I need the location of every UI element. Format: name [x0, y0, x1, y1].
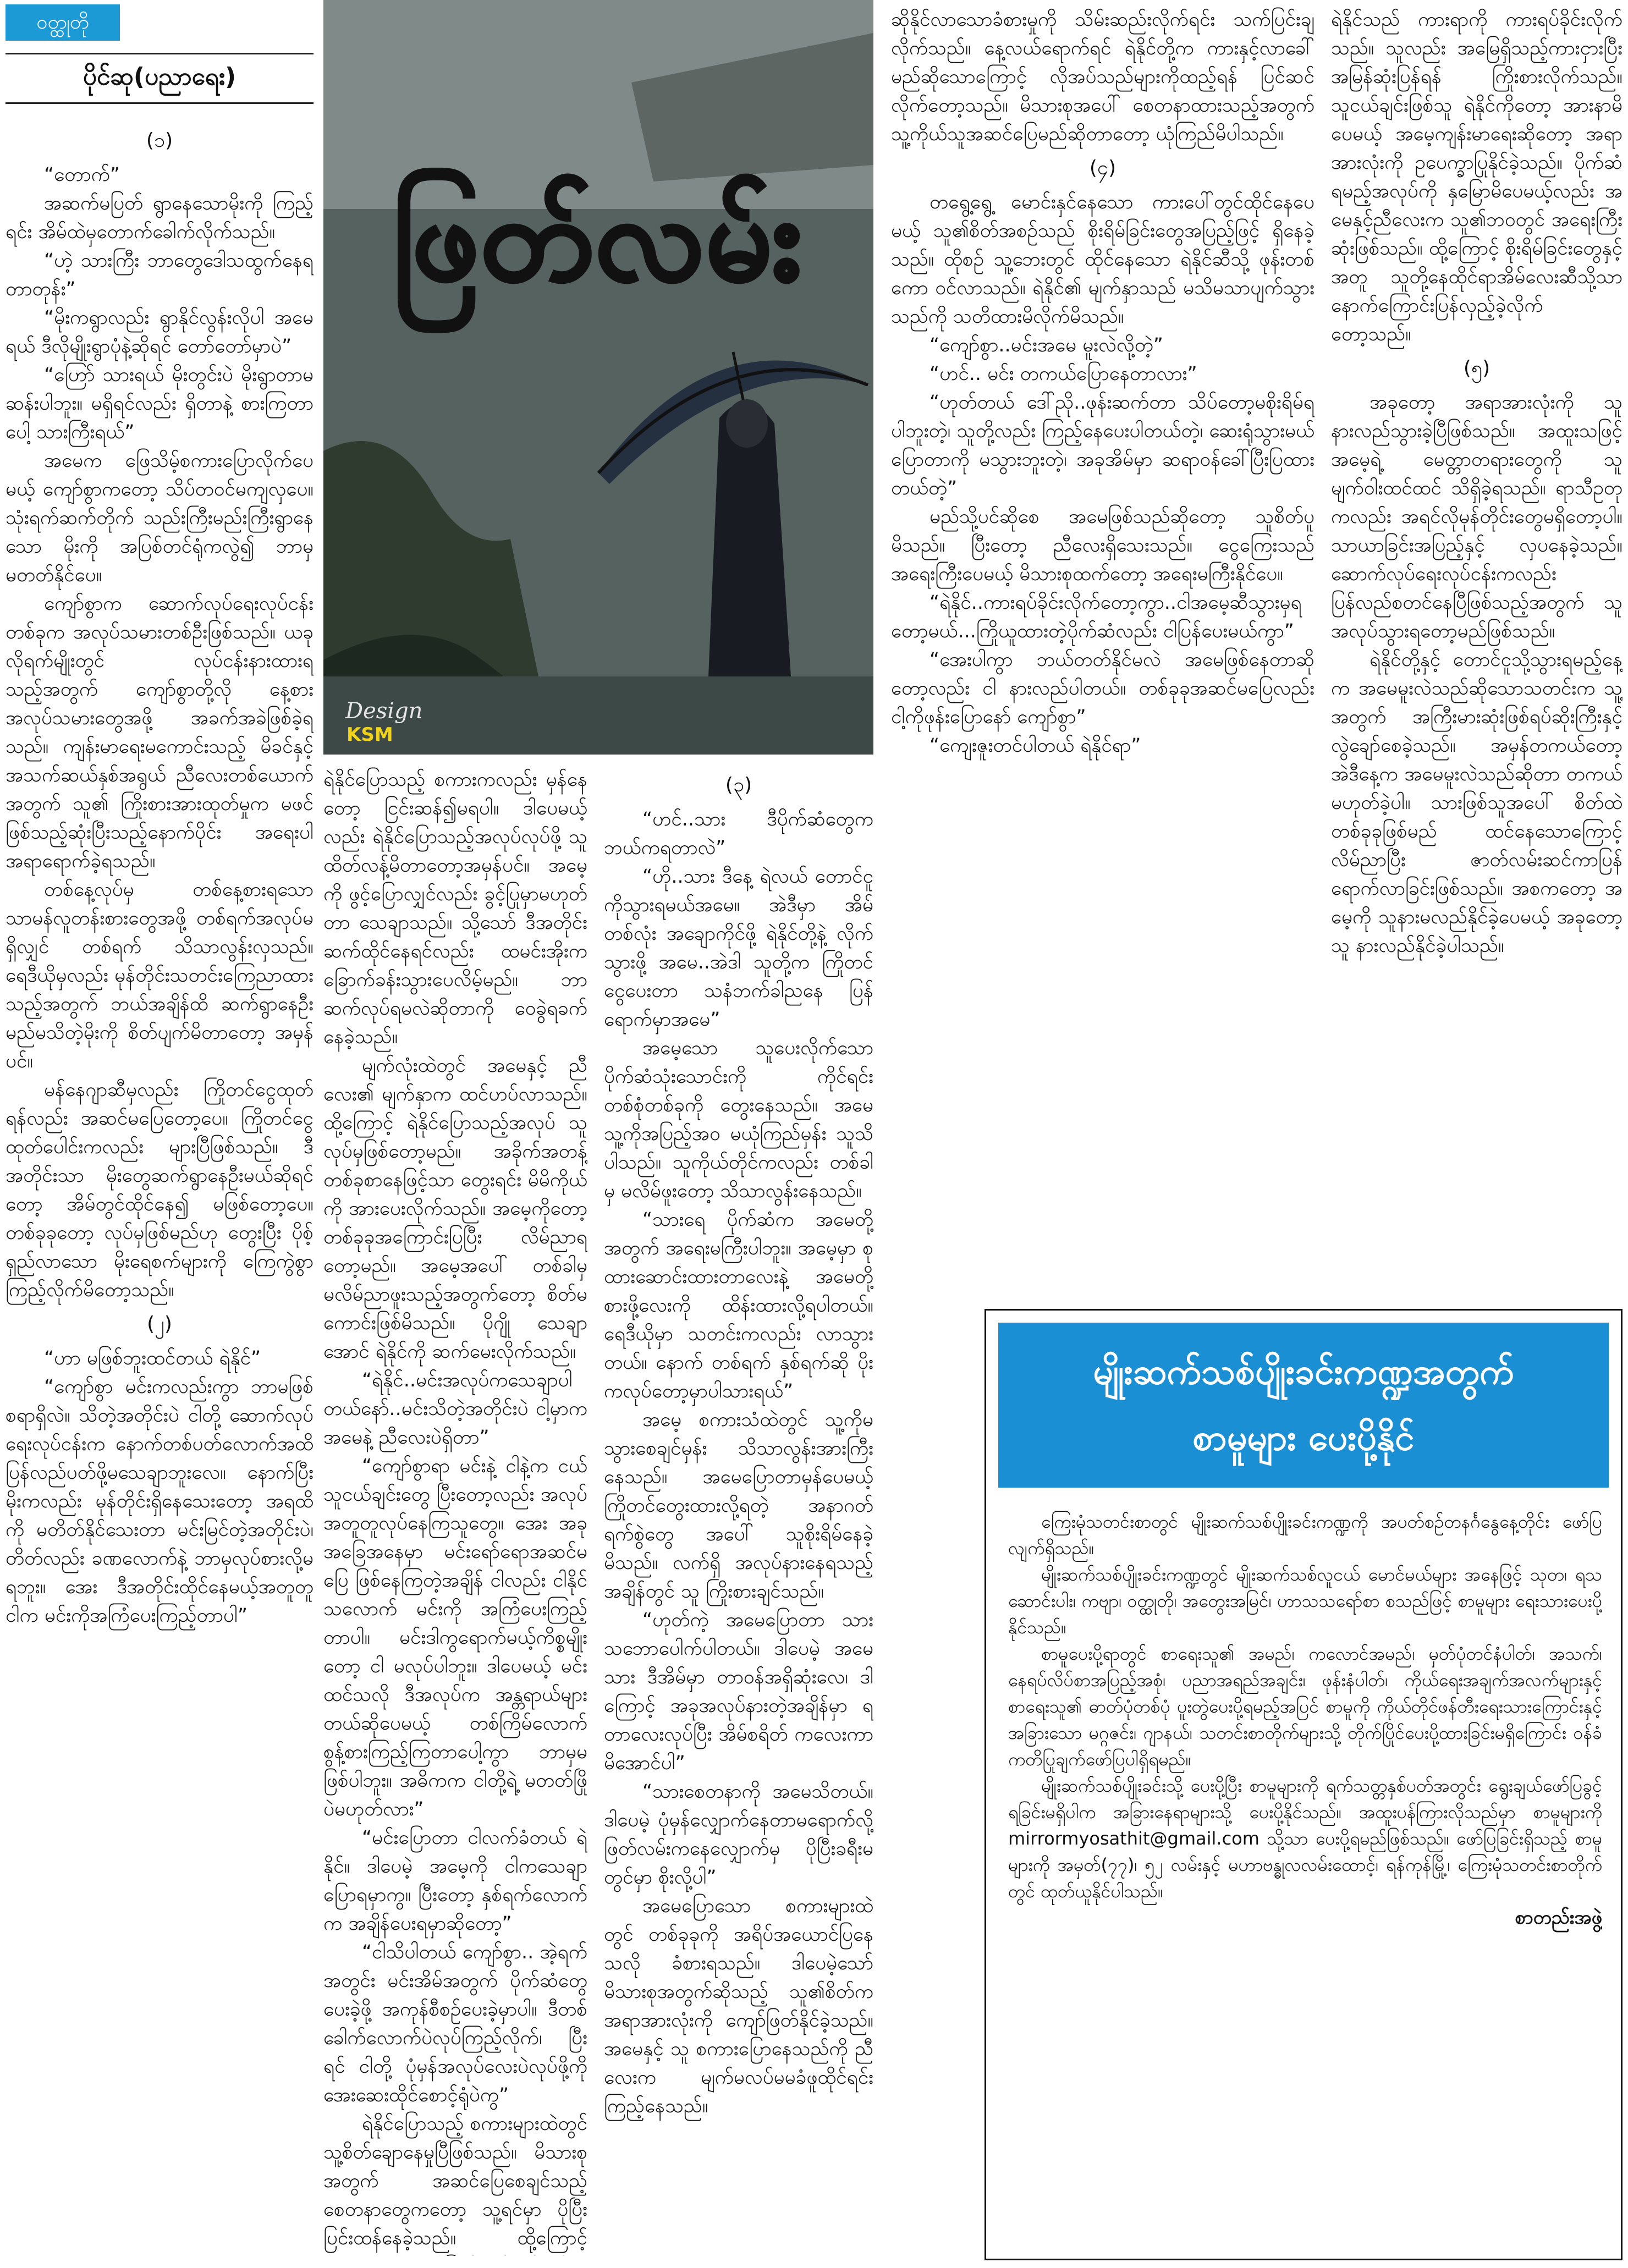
notice-paragraph: မျိုးဆက်သစ်ပျိုးခင်းသို့ ပေးပို့ပြီး စာမူများကို ရက်သတ္တနှစ်ပတ်အတွင်း ရွေးချယ်ဖော်ပြခွင့်ရခြင်းမရှိပါက အခြားနေရာများသို့ ပေးပို့နိုင်သည်။ အထူးပန်ကြားလိုသည်မှာ စာမူများကို mirrormyosathit@gmail.com သို့သာ ပေးပို့ရမည်ဖြစ်သည်။ ဖော်ပြခြင်းရှိသည့် စာမူများကို အမှတ်(၇၇)၊ ၅၂ လမ်းနှင့် မဟာဗန္ဓုလလမ်းထောင့်၊ ရန်ကုန်မြို့၊ ကြေးမုံသတင်းစာတိုက်တွင် ထုတ်ယူနိုင်ပါသည်။	[1008, 1775, 1602, 1902]
section-number: (၅)	[1463, 357, 1491, 379]
paragraph: “ရဲနိုင်..ကားရပ်ခိုင်းလိုက်တော့ကွာ..ငါအမေ့ဆီသွားမှရတော့မယ်...ကြိုယူထားတဲ့ပိုက်ဆံလည်း ငါပြန်ပေးမယ်ကွာ”	[891, 592, 1302, 642]
paragraph: “ဟင်.. မင်း တကယ်ပြောနေတာလား”	[930, 363, 1197, 385]
paragraph: အခုတော့ အရာအားလုံးကို သူ နားလည်သွားခဲ့ပြီဖြစ်သည်။ အထူးသဖြင့် အမေ့ရဲ့ မေတ္တာတရားတွေကို သူ မျက်ဝါးထင်ထင် သိရှိခဲ့ရသည်။ ရာသီဥတုကလည်း အရင်လိုမုန်တိုင်းတွေမရှိတော့ပါ။ သာယာခြင်းအပြည့်နှင့် လှပနေခဲ့သည်။ ဆောက်လုပ်ရေးလုပ်ငန်းကလည်း ပြန်လည်စတင်နေပြီဖြစ်သည့်အတွက် သူ အလုပ်သွားရတော့မည်ဖြစ်သည်။	[1331, 392, 1623, 642]
paragraph	[1331, 960, 1623, 962]
rain-scene-illustration	[323, 0, 873, 755]
divider	[6, 102, 314, 104]
story-column-3	[604, 766, 873, 2256]
paragraph: “ကျော်စွာရာ မင်းနဲ့ ငါနဲ့က ငယ်သူငယ်ချင်းတွေ ပြီးတော့လည်း အလုပ်အတူတူလုပ်နေကြသူတွေ။ အေး အခုအခြေအနေမှာ မင်းရော်ရောအဆင်မပြေ ဖြစ်နေကြတဲ့အချိန် ငါလည်း ငါနိုင် သလောက် မင်းကို အကြံပေးကြည့်တာပါ။ မင်းဒါကွရောက်မယ့်ကိစ္စမျိုးတော့ ငါ မလုပ်ပါဘူး။ ဒါပေမယ့် မင်းထင်သလို ဒီအလုပ်က အန္တရာယ်များတယ်ဆိုပေမယ့် တစ်ကြိမ်လောက် စွန့်စားကြည့်ကြတာပေါ့ကွာ ဘာမှမဖြစ်ပါဘူး။ အဓိကက ငါတို့ရဲ့ မတတ်ဖြိုပဲမဟုတ်လား”	[323, 1455, 587, 1820]
paragraph: ရဲနိုင်ပြောသည့် စကားကလည်း မှန်နေတော့ ငြင်းဆန်၍မရပါ။ ဒါပေမယ့်လည်း ရဲနိုင်ပြောသည့်အလုပ်လုပ်ဖို့ သူ ထိတ်လန့်မိတာတော့အမှန်ပင်။ အမေ့ကို ဖွင့်ပြောလျှင်လည်း ခွင့်ပြုမှာမဟုတ်တာ သေချာသည်။ သို့သော် ဒီအတိုင်းဆက်ထိုင်နေရင်လည်း ထမင်းအိုးက ခြောက်ခန်းသွားပေလိမ့်မည်။ ဘာဆက်လုပ်ရမလဲဆိုတာကို ဝေခွဲရခက်နေခဲ့သည်။	[323, 769, 587, 1048]
paragraph: “မိုးကရွာလည်း ရွာနိုင်လွန်းလိုပါ အမေရယ် ဒီလိုမျိုးရွာပုံနဲ့ဆိုရင် တော်တော်မှာပဲ”	[6, 307, 314, 357]
paragraph: “သားစေတနာကို အမေသိတယ်။ ဒါပေမဲ့ ပုံမှန်လျှောက်နေတာမရောက်လို့ ဖြတ်လမ်းကနေလျှောက်မှ ပိုပြီးခရီးမတွင်မှာ စိုးလို့ပါ”	[604, 1781, 873, 1889]
notice-paragraph: မျိုးဆက်သစ်ပျိုးခင်းကဏ္ဍတွင် မျိုးဆက်သစ်လူငယ် မောင်မယ်များ အနေဖြင့် သုတ၊ ရသဆောင်းပါး၊ ကဗျာ၊ ဝတ္ထုတို၊ အတွေးအမြင်၊ ဟာသသရော်စာ စသည်ဖြင့် စာမူများ ရေးသားပေးပို့နိုင်သည်။	[1008, 1564, 1602, 1638]
paragraph: “တောက်”	[44, 164, 120, 186]
editorial-signature: စာတည်းအဖွဲ့	[1515, 1907, 1602, 1929]
paragraph: အဆက်မပြတ် ရွာနေသောမိုးကို ကြည့်ရင်း အိမ်ထဲမှတောက်ခေါက်လိုက်သည်။	[6, 192, 314, 243]
paragraph: အမေ့ စကားသံထဲတွင် သူ့ကိုမသွားစေချင်မှန်း သိသာလွန်းအားကြီးနေသည်။ အမေပြောတာမှန်ပေမယ့် ကြိုတင်တွေးထားလို့ရတဲ့ အနာဂတ်ရက်စွဲတွေ အပေါ် သူစိုးရိမ်နေခဲ့မိသည်။ လက်ရှိ အလုပ်နားနေရသည့်အချိန်တွင် သူ ကြိုးစားချင်သည်။	[604, 1409, 873, 1603]
submission-notice	[985, 1309, 1623, 2260]
paragraph: “ဟို..သား ဒီနေ့ ရဲလယ် တောင်ငူကိုသွားရမယ်အမေ။ အဲဒီမှာ အိမ်တစ်လုံး အချောကိုင်ဖို့ ရဲနိုင်တို့နဲ့ လိုက်သွားဖို့ အမေ..အဲဒါ သူတို့က ကြိုတင်ငွေပေးတာ သနံဘက်ခါညနေ ပြန်ရောက်မှာအမေ”	[604, 866, 873, 1031]
notice-heading-line: မျိုးဆက်သစ်ပျိုးခင်းကဏ္ဍအတွက်	[1093, 1352, 1514, 1392]
paragraph: အမေ့သော သူပေးလိုက်သော ပိုက်ဆံသုံးသောင်းကို ကိုင်ရင်း တစ်စုံတစ်ခုကို တွေးနေသည်။ အမေ သူ့ကိုအပြည့်အဝ မယုံကြည်မှန်း သူသိပါသည်။ သူကိုယ်တိုင်ကလည်း တစ်ခါမှ မလိမ်ဖူးတော့ သိသာလွန်းနေသည်။	[604, 1037, 873, 1202]
paragraph: ဆိုနိုင်လာသောခံစားမှုကို သိမ်းဆည်းလိုက်ရင်း သက်ပြင်းချလိုက်သည်။ နေ့လယ်ရောက်ရင် ရဲနိုင်တို့က ကားနှင့်လာခေါ်မည်ဆိုသောကြောင့် လိုအပ်သည်များကိုထည့်ရန် ပြင်ဆင်လိုက်တော့သည်။ မိသားစုအပေါ် စေတနာထားသည့်အတွက် သူ့ကိုယ်သူအဆင်ပြေမည်ဆိုတာတော့ ယုံကြည်မိပါသည်။	[891, 9, 1314, 145]
paragraph: “ဟဲ့ သားကြီး ဘာတွေဒေါသထွက်နေရတာတုန်း”	[6, 250, 314, 300]
story-column-2	[323, 766, 587, 2256]
paragraph: “သားရေ ပိုက်ဆံက အမေတို့အတွက် အရေးမကြီးပါဘူး။ အမေ့မှာ စုထားဆောင်းထားတာလေးနဲ့ အမေတို့စားဖို့လေးကို ထိန်းထားလို့ရပါတယ်။ ရေဒီယိုမှာ သတင်းကလည်း လာသွားတယ်။ နောက် တစ်ရက် နှစ်ရက်ဆို ပိုးကလုပ်တော့မှာပါသားရယ်”	[604, 1209, 873, 1402]
notice-body	[1008, 1509, 1602, 2251]
story-column-4	[891, 5, 1314, 962]
paragraph: “ကျေးဇူးတင်ပါတယ် ရဲနိုင်ရာ”	[930, 735, 1141, 757]
paragraph: တရွေ့ရွေ့ မောင်းနှင်နေသော ကားပေါ်တွင်ထိုင်နေပေမယ့် သူ၏စိတ်အစဉ်သည် စိုးရိမ်ခြင်းတွေအပြည့်ဖြင့် ရှိနေခဲ့သည်။ ထိုစဉ် သူ့ဘေးတွင် ထိုင်နေသော ရဲနိုင်ဆီသို့ ဖုန်းတစ်ကော ဝင်လာသည်။ ရဲနိုင်၏ မျက်နှာသည် မသိမသာပျက်သွားသည်ကို သတိထားမိလိုက်မိသည်။	[891, 191, 1314, 328]
paragraph: “ဟုတ်ကဲ့ အမေပြောတာ သားသဘောပေါက်ပါတယ်။ ဒါပေမဲ့ အမေ သား ဒီအိမ်မှာ တာဝန်အရှိဆုံးလေ၊ ဒါကြောင့် အခုအလုပ်နားတဲ့အချိန်မှာ ရတာလေးလုပ်ပြီး အိမ်စရိတ် ကလေးကာမိအောင်ပါ”	[604, 1609, 873, 1774]
paragraph: “ဟြော် သားရယ် မိုးတွင်းပဲ မိုးရွာတာမဆန်းပါဘူး။ မရှိရင်လည်း ရှိတာနဲ့ စားကြတာပေါ့ သားကြီးရယ်”	[6, 364, 314, 443]
paragraph: အမေပြောသော စကားများထဲတွင် တစ်ခုခုကို အရိပ်အယောင်ပြနေသလို ခံစားရသည်။ ဒါပေမဲ့သော် မိသားစုအတွက်ဆိုသည့် သူ၏စိတ်က အရာအားလုံးကို ကျော်ဖြတ်နိုင်ခဲ့သည်။ အမေနှင့် သူ စကားပြောနေသည်ကို ညီလေးက မျက်မလပ်မမခံဖူထိုင်ရင်းကြည့်နေသည်။	[604, 1895, 873, 2117]
author-byline: ပိုင်ဆု(ပညာရေး)	[82, 63, 237, 91]
story-illustration	[323, 0, 873, 755]
design-mark: KSM	[346, 724, 393, 746]
paragraph: “မင်းပြောတာ ငါလက်ခံတယ် ရဲနိုင်။ ဒါပေမဲ့ အမေ့ကို ငါကသေချာပြောရမှာကွ။ ပြီးတော့ နှစ်ရက်လောက်က အချိန်ပေးရမှာဆိုတော့”	[323, 1827, 587, 1935]
paragraph: “ကျော်စွာ..မင်းအမေ မူးလဲလို့တဲ့”	[930, 334, 1163, 356]
paragraph: “ငါသိပါတယ် ကျော်စွာ.. အဲ့ရက်အတွင်း မင်းအိမ်အတွက် ပိုက်ဆံတွေပေးခဲ့ဖို့ အကုန်စီစဉ်ပေးခဲ့မှာပါ။ ဒီတစ်ခေါက်လောက်ပဲလုပ်ကြည့်လိုက်၊ ပြီးရင် ငါတို့ ပုံမှန်အလုပ်လေးပဲလုပ်ဖို့ကို အေးဆေးထိုင်စောင့်ရုံပဲကွ”	[323, 1941, 587, 2106]
section-number: (၂)	[147, 1313, 172, 1335]
design-credit: Design	[345, 698, 423, 724]
section-tag: ဝတ္ထုတို	[6, 4, 120, 41]
notice-heading-line: စာမူများ ပေးပို့နိုင်	[1192, 1418, 1415, 1458]
paragraph: ရဲနိုင်သည် ကားရာကို ကားရပ်ခိုင်းလိုက်သည်။ သူလည်း အမြေရှိသည့်ကားငှားပြီး အမြန်ဆုံးပြန်ရန် ကြိုးစားလိုက်သည်။ သူငယ်ချင်းဖြစ်သူ ရဲနိုင်ကိုတော့ အားနာမိပေမယ့် အမေ့ကျန်းမာရေးဆိုတော့ အရာအားလုံးကို ဥပေက္ခာပြုနိုင်ခဲ့သည်။ ပိုက်ဆံရမည့်အလုပ်ကို နှမြောမိပေမယ့်လည်း အမေနှင့်ညီလေးက သူ၏ဘဝတွင် အရေးကြီးဆုံးဖြစ်သည်။ ထို့ကြောင့် စိုးရိမ်ခြင်းတွေနှင့်အတူ သူတို့နေထိုင်ရာအိမ်လေးဆီသို့သာ နောက်ကြောင်းပြန်လှည့်ခဲ့လိုက်တော့သည်။	[1331, 9, 1623, 345]
paragraph: “ကျော်စွာ မင်းကလည်းကွာ ဘာမဖြစ်စရာရှိလဲ။ သိတဲ့အတိုင်းပဲ ငါတို့ ဆောက်လုပ်ရေးလုပ်ငန်းက နောက်တစ်ပတ်လောက်အထိ ပြန်လည်ပတ်ဖို့မသေချာဘူးလေ။ နောက်ပြီး မိုးကလည်း မုန်တိုင်းရှိနေသေးတော့ အရထိကို မတိတ်နိုင်သေးတာ မင်းမြင်တဲ့အတိုင်းပဲ၊ တိတ်လည်း ခဏလောက်နဲ့ ဘာမှလုပ်စားလို့မရဘူး။ အေး ဒီအတိုင်းထိုင်နေမယ့်အတူတူ ငါက မင်းကိုအကြံပေးကြည့်တာပါ”	[6, 1376, 314, 1627]
paragraph: ကျော်စွာက ဆောက်လုပ်ရေးလုပ်ငန်းတစ်ခုက အလုပ်သမားတစ်ဦးဖြစ်သည်။ ယခုလိုရက်မျိုးတွင် လုပ်ငန်းနားထားရသည့်အတွက် ကျော်စွာတို့လို နေ့စားအလုပ်သမားတွေအဖို့ အခက်အခဲဖြစ်ခဲ့ရသည်။ ကျန်းမာရေးမကောင်းသည့် မိခင်နှင့် အသက်ဆယ်နှစ်အရွယ် ညီလေးတစ်ယောက်အတွက် သူ၏ ကြိုးစားအားထုတ်မှုက မဖင်ဖြစ်သည့်ဆုံးပြီးသည့်နောက်ပိုင်း အရေးပါ အရာရောက်ခဲ့ရသည်။	[6, 593, 314, 872]
story-column-5	[1331, 5, 1623, 962]
paragraph: တစ်နေ့လုပ်မှ တစ်နေ့စားရသော သာမန်လူတန်းစားတွေအဖို့ တစ်ရက်အလုပ်မရှိလျှင် တစ်ရက် သိသာလွန်းလှသည်။ ရေဒီယိုမှလည်း မုန်တိုင်းသတင်းကြေညာထားသည့်အတွက် ဘယ်အချိန်ထိ ဆက်ရွာနေဦးမည်မသိတဲ့မိုးကို စိတ်ပျက်မိတာတော့ အမှန်ပင်။	[6, 879, 314, 1072]
paragraph: “ဟုတ်တယ် ဒေါ်ညို..ဖုန်းဆက်တာ သိပ်တော့မစိုးရိမ်ရပါဘူးတဲ့၊ သူတို့လည်း ကြည့်နေပေးပါတယ်တဲ့၊ ဆေးရုံသွားမယ်ပြောတာကို မသွားဘူးတဲ့၊ အခုအိမ်မှာ ဆရာဝန်ခေါ်ပြီးပြထားတယ်တဲ့”	[891, 392, 1314, 499]
paragraph: ရဲနိုင်တို့နှင့် တောင်ငူသို့သွားရမည့်နေ့က အမေမူးလဲသည်ဆိုသောသတင်းက သူ့အတွက် အကြီးမားဆုံးဖြစ်ရပ်ဆိုးကြီးနှင့် လွဲချော်စေခဲ့သည်။ အမှန်တကယ်တော့ အဲဒီနေ့က အမေမူးလဲသည်ဆိုတာ တကယ်မဟုတ်ခဲ့ပါ။ သားဖြစ်သူအပေါ် စိတ်ထဲတစ်ခုခုဖြစ်မည် ထင်နေသောကြောင့် လိမ်ညာပြီး ဇာတ်လမ်းဆင်ကာပြန်ရောက်လာခြင်းဖြစ်သည်။ အစကတော့ အမေ့ကို သူနားမလည်နိုင်ခဲ့ပေမယ့် အခုတော့ သူ နားလည်နိုင်ခဲ့ပါသည်။	[1331, 649, 1623, 957]
paragraph: အမေက ဖြေသိမ့်စကားပြောလိုက်ပေမယ့် ကျော်စွာကတော့ သိပ်တဝင်မကျလှပေ။ သုံးရက်ဆက်တိုက် သည်းကြီးမည်းကြီးရွာနေသော မိုးကို အပြစ်တင်ရုံကလွဲ၍ ဘာမှမတတ်နိုင်ပေ။	[6, 450, 314, 586]
paragraph: “ဟင်..သား ဒီပိုက်ဆံတွေက ဘယ်ကရတာလဲ”	[604, 808, 873, 859]
section-number: (၄)	[1089, 157, 1116, 179]
paragraph: “ဟာ မဖြစ်ဘူးထင်တယ် ရဲနိုင်”	[44, 1347, 261, 1369]
paragraph: “အေးပါကွာ ဘယ်တတ်နိုင်မလဲ အမေဖြစ်နေတာဆိုတော့လည်း ငါ နားလည်ပါတယ်။ တစ်ခုခုအဆင်မပြေလည်း ငါ့ကိုဖုန်းပြောနော် ကျော်စွာ”	[891, 649, 1314, 728]
notice-paragraph: ကြေးမုံသတင်းစာတွင် မျိုးဆက်သစ်ပျိုးခင်းကဏ္ဍကို အပတ်စဉ်တနင်္ဂနွေနေ့တိုင်း ဖော်ပြလျက်ရှိသည်။	[1008, 1511, 1602, 1559]
paragraph: “ရဲနိုင်..မင်းအလုပ်ကသေချာပါတယ်နော်..မင်းသိတဲ့အတိုင်းပဲ ငါ့မှာက အမေနဲ့ ညီလေးပဲရှိတာ”	[323, 1369, 587, 1449]
story-column-1	[6, 121, 314, 2255]
section-number: (၃)	[725, 774, 752, 796]
divider	[6, 53, 314, 54]
paragraph: မည်သို့ပင်ဆိုစေ အမေဖြစ်သည်ဆိုတော့ သူစိတ်ပူမိသည်။ ပြီးတော့ ညီလေးရှိသေးသည်။ ငွေကြေးသည် အရေးကြီးပေမယ့် မိသားစုထက်တော့ အရေးမကြီးနိုင်ပေ။	[891, 506, 1314, 585]
notice-paragraph: စာမူပေးပို့ရာတွင် စာရေးသူ၏ အမည်၊ ကလောင်အမည်၊ မှတ်ပုံတင်နံပါတ်၊ အသက်၊ နေရပ်လိပ်စာအပြည့်အစုံ၊ ပညာအရည်အချင်း၊ ဖုန်းနံပါတ်၊ ကိုယ်ရေးအချက်အလက်များနှင့် စာရေးသူ၏ ဓာတ်ပုံတစ်ပုံ ပူးတွဲပေးပို့ရမည့်အပြင် စာမူကို ကိုယ်တိုင်ဖန်တီးရေးသားကြောင်းနှင့် အခြားသော မဂ္ဂဇင်း၊ ဂျာနယ်၊ သတင်းစာတိုက်များသို့ တိုက်ပြိုင်ပေးပို့ထားခြင်းမရှိကြောင်း ဝန်ခံကတိပြုချက်ဖော်ပြပါရှိရမည်။	[1008, 1643, 1602, 1770]
paragraph: မျက်လုံးထဲတွင် အမေနှင့် ညီလေး၏ မျက်နှာက ထင်ဟပ်လာသည်။ ထို့ကြောင့် ရဲနိုင်ပြောသည့်အလုပ် သူလုပ်မှဖြစ်တော့မည်။ အခိုက်အတန့် တစ်ခုစာနေဖြင့်သာ တွေးရင်း မိမိကိုယ်ကို အားပေးလိုက်သည်။ အမေ့ကိုတော့ တစ်ခုခုအကြောင်းပြပြီး လိမ်ညာရတော့မည်။ အမေ့အပေါ် တစ်ခါမှ မလိမ်ညာဖူးသည့်အတွက်တော့ စိတ်မကောင်းဖြစ်မိသည်။ ပိုဂျို သေချာအောင် ရဲနိုင်ကို ဆက်မေးလိုက်သည်။	[323, 1055, 587, 1363]
section-number: (၁)	[146, 129, 173, 152]
story-title: ဖြတ်လမ်း	[393, 172, 804, 306]
paragraph: ရဲနိုင်ပြောသည့် စကားများထဲတွင် သူ့စိတ်ချောနေမှုပြီဖြစ်သည်။ မိသားစုအတွက် အဆင်ပြေစေချင်သည့်စေတနာတွေကတော့ သူ့ရင်မှာ ပိုပြီးပြင်းထန်နေခဲ့သည်။ ထို့ကြောင့်	[323, 2113, 587, 2249]
paragraph: မန်နေဂျာဆီမှလည်း ကြိုတင်ငွေထုတ်ရန်လည်း အဆင်မပြေတော့ပေ။ ကြိုတင်ငွေထုတ်ပေါင်းကလည်း များပြီဖြစ်သည်။ ဒီအတိုင်းသာ မိုးတွေဆက်ရွာနေဦးမယ်ဆိုရင်တော့ အိမ်တွင်ထိုင်နေ၍ မဖြစ်တော့ပေ။ တစ်ခုခုတော့ လုပ်မှဖြစ်မည်ဟု တွေးပြီး ပိုစ့်ရှည်လာသော မိုးရေစက်များကို ကြေကွဲစွာကြည့်လိုက်မိတော့သည်။	[6, 1079, 314, 1301]
notice-heading	[998, 1323, 1609, 1488]
